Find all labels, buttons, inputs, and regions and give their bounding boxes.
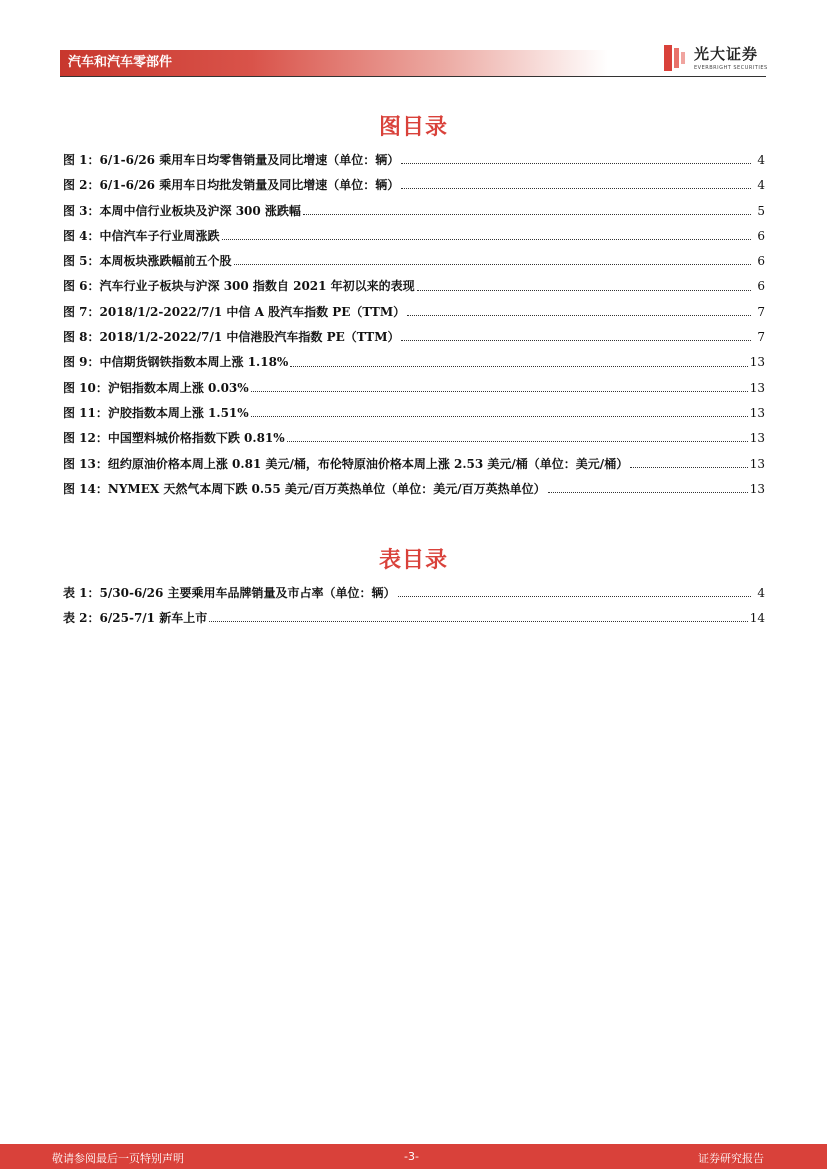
- dot-leader: [303, 214, 751, 215]
- logo-subtitle: EVERBRIGHT SECURITIES: [694, 65, 768, 71]
- figure-index-entry-label: 图 9：中信期货钢铁指数本周上涨 1.18%: [63, 355, 289, 370]
- figure-index-entry-page: 13: [749, 481, 765, 496]
- figure-index-entry[interactable]: [63, 426, 765, 451]
- figure-index-entry-page: 4: [757, 178, 765, 193]
- figure-index-entry[interactable]: [63, 224, 765, 249]
- table-index-entry-label: 表 1：5/30-6/26 主要乘用车品牌销量及市占率（单位：辆）: [63, 586, 396, 600]
- table-index-entry[interactable]: [63, 606, 765, 631]
- footer-report-type: 证券研究报告: [698, 1152, 764, 1165]
- footer-page-number: -3-: [404, 1150, 419, 1163]
- figure-index-entry-page: 4: [757, 153, 765, 167]
- logo-name: 光大证券: [694, 45, 759, 63]
- figure-index-entry-page: 7: [757, 330, 765, 345]
- dot-leader: [234, 264, 751, 265]
- table-index-list: [63, 581, 765, 632]
- figure-index-entry[interactable]: [63, 350, 765, 375]
- figure-index-entry-label: 图 11：沪胶指数本周上涨 1.51%: [63, 405, 249, 420]
- figure-index-entry[interactable]: [63, 173, 765, 198]
- company-logo: [662, 44, 772, 74]
- dot-leader: [407, 315, 751, 316]
- figure-index-entry-label: 图 12：中国塑料城价格指数下跌 0.81%: [63, 431, 285, 446]
- figure-index-entry-page: 13: [749, 405, 765, 420]
- header-section-title: 汽车和汽车零部件: [68, 55, 173, 70]
- figure-index-entry[interactable]: [63, 274, 765, 299]
- figure-index-entry-label: 图 6：汽车行业子板块与沪深 300 指数自 2021 年初以来的表现: [63, 279, 415, 294]
- figure-index-entry[interactable]: [63, 300, 765, 325]
- figure-index-entry-label: 图 5：本周板块涨跌幅前五个股: [63, 254, 232, 269]
- figure-index-entry-label: 图 1：6/1-6/26 乘用车日均零售销量及同比增速（单位：辆）: [63, 153, 400, 167]
- dot-leader: [630, 467, 748, 468]
- figure-index-entry[interactable]: [63, 452, 765, 477]
- figure-index-entry-page: 5: [757, 203, 765, 218]
- dot-leader: [251, 391, 748, 392]
- figure-index-title: 图目录: [378, 115, 448, 140]
- dot-leader: [548, 492, 748, 493]
- logo-mark-icon: [662, 44, 688, 72]
- dot-leader: [401, 163, 751, 164]
- figure-index-entry-page: 13: [749, 380, 765, 395]
- figure-index-entry[interactable]: [63, 376, 765, 401]
- dot-leader: [209, 621, 748, 622]
- figure-index-entry-label: 图 10：沪铝指数本周上涨 0.03%: [63, 380, 249, 395]
- figure-index-entry-label: 图 7：2018/1/2-2022/7/1 中信 A 股汽车指数 PE（TTM）: [63, 304, 406, 319]
- figure-index-list: [63, 148, 765, 502]
- figure-index-entry-page: 13: [749, 431, 765, 446]
- header-divider: [60, 76, 766, 77]
- dot-leader: [401, 340, 751, 341]
- figure-index-entry-label: 图 4：中信汽车子行业周涨跌: [63, 228, 220, 243]
- dot-leader: [398, 596, 751, 597]
- figure-index-entry[interactable]: [63, 148, 765, 173]
- figure-index-entry-page: 6: [757, 279, 765, 294]
- table-index-entry-page: 4: [757, 586, 765, 600]
- dot-leader: [251, 416, 748, 417]
- dot-leader: [287, 441, 748, 442]
- figure-index-entry[interactable]: [63, 477, 765, 502]
- figure-index-entry-page: 6: [757, 254, 765, 269]
- figure-index-entry-label: 图 13：纽约原油价格本周上涨 0.81 美元/桶，布伦特原油价格本周上涨 2.53 美元/桶（单位：美元/桶）: [63, 456, 629, 471]
- figure-index-entry-page: 13: [749, 456, 765, 471]
- figure-index-entry[interactable]: [63, 199, 765, 224]
- table-index-title: 表目录: [378, 548, 448, 573]
- figure-index-entry-label: 图 8：2018/1/2-2022/7/1 中信港股汽车指数 PE（TTM）: [63, 330, 400, 345]
- figure-index-entry-page: 6: [757, 228, 765, 243]
- figure-index-entry-label: 图 3：本周中信行业板块及沪深 300 涨跌幅: [63, 203, 301, 218]
- table-index-entry-page: 14: [749, 611, 765, 626]
- figure-index-entry-label: 图 2：6/1-6/26 乘用车日均批发销量及同比增速（单位：辆）: [63, 178, 400, 193]
- page-footer: [0, 1144, 827, 1169]
- figure-index-entry-label: 图 14：NYMEX 天然气本周下跌 0.55 美元/百万英热单位（单位：美元/百万英热单位）: [63, 481, 546, 496]
- figure-index-entry-page: 7: [757, 304, 765, 319]
- dot-leader: [401, 188, 751, 189]
- table-index-entry[interactable]: [63, 581, 765, 606]
- dot-leader: [222, 239, 751, 240]
- dot-leader: [290, 366, 747, 367]
- figure-index-entry[interactable]: [63, 401, 765, 426]
- table-index-entry-label: 表 2：6/25-7/1 新车上市: [63, 611, 208, 626]
- figure-index-entry-page: 13: [749, 355, 765, 370]
- figure-index-entry[interactable]: [63, 325, 765, 350]
- dot-leader: [417, 290, 751, 291]
- footer-disclaimer: 敬请参阅最后一页特别声明: [52, 1152, 184, 1165]
- figure-index-entry[interactable]: [63, 249, 765, 274]
